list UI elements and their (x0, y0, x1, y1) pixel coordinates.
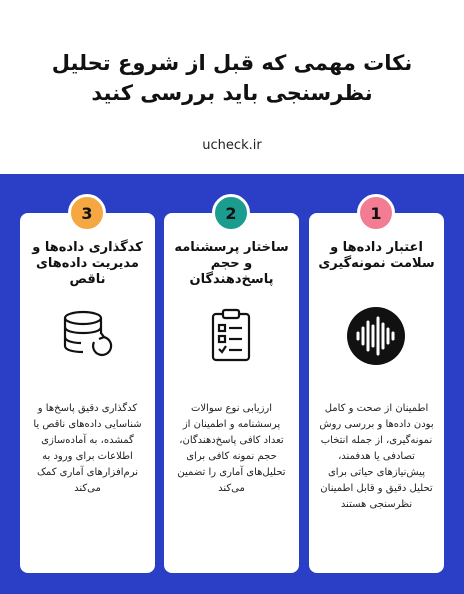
card-coding-missing-data (20, 203, 155, 573)
card-description: اطمینان از صحت و کامل بودن داده‌ها و بررسی روش نمونه‌گیری، از جمله انتخاب تصادفی یا هدفمند، پیش‌نیازهای حیاتی برای تحلیل دقیق و قابل اطمینان نظرسنجی هستند (319, 403, 434, 510)
card-title: ساختار پرسشنامه و حجم پاسخ‌دهندگان (174, 240, 289, 287)
card-description: کدگذاری دقیق پاسخ‌ها و شناسایی داده‌های ناقص یا گمشده، به آماده‌سازی اطلاعات برای ورود به نرم‌افزارهای آماری کمک می‌کند (33, 403, 142, 494)
card-title: اعتبار داده‌ها و سلامت نمونه‌گیری (318, 240, 435, 271)
card-data-validity (309, 203, 444, 573)
number-badge: 1 (357, 194, 395, 232)
card-description: ارزیابی نوع سوالات پرسشنامه و اطمینان از تعداد کافی پاسخ‌دهندگان، حجم نمونه کافی برای تحلیل‌های آماری را تضمین می‌کند (177, 403, 286, 494)
number-badge: 3 (68, 194, 106, 232)
header (0, 0, 464, 174)
page-title: نکات مهمی که قبل از شروع تحلیل نظرسنجی باید بررسی کنید (51, 51, 413, 105)
clipboard-checklist-icon (201, 306, 261, 366)
card-title: کدگذاری داده‌ها و مدیریت داده‌های ناقص (32, 240, 143, 287)
site-url[interactable]: ucheck.ir (202, 138, 262, 153)
card-questionnaire-structure (164, 203, 299, 573)
database-refresh-icon (57, 306, 117, 366)
audio-waveform-icon (346, 306, 406, 366)
number-badge: 2 (212, 194, 250, 232)
